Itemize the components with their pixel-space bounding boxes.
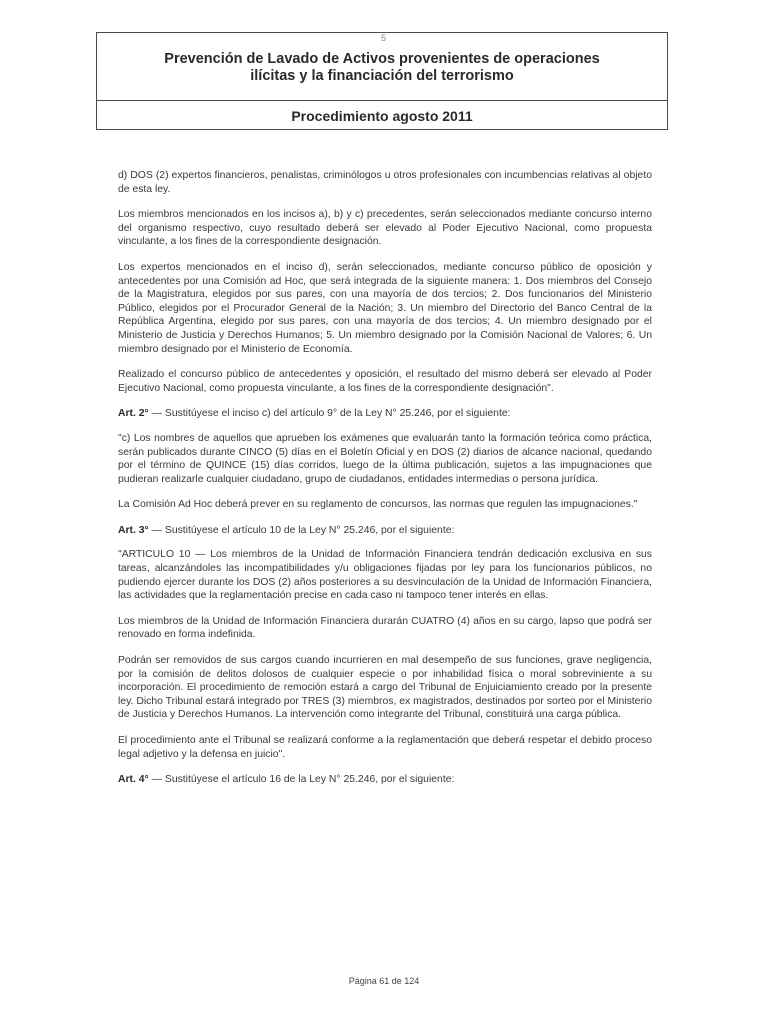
paragraph: d) DOS (2) expertos financieros, penalistas, criminólogos u otros profesionales con incumbencias relativas al objeto de esta ley.	[118, 170, 652, 195]
paragraph: El procedimiento ante el Tribunal se realizará conforme a la reglamentación que deberá respetar el debido proceso legal adjetivo y la defensa en juicio".	[118, 735, 652, 760]
paragraph: Podrán ser removidos de sus cargos cuando incurrieren en mal desempeño de sus funciones, grave negligencia, por la comisión de delitos dolosos de cualquier especie o por inhabilidad física o moral sobreviniente a su incorporación. El procedimiento de remoción estará a cargo del Tribunal de Enjuiciamiento creado por la presente ley. Dicho Tribunal estará integrado por TRES (3) miembros, ex magistrados, destinados por sorteo por el Ministerio de Justicia y Derechos Humanos. La intervención como integrante del Tribunal, constituirá una carga pública.	[118, 655, 652, 721]
document-header	[96, 32, 668, 130]
paragraph: Realizado el concurso público de antecedentes y oposición, el resultado del mismo deberá ser elevado al Poder Ejecutivo Nacional, como propuesta vinculante, a los fines de la correspondiente designación".	[118, 369, 652, 394]
document-title	[97, 51, 667, 85]
paragraph: "c) Los nombres de aquellos que aprueben los exámenes que evaluarán tanto la formación teórica como práctica, serán publicados durante CINCO (5) días en el Boletín Oficial y en DOS (2) diarios de alcance nacional, quedando por el término de QUINCE (15) días corridos, luego de la última publicación, sujetos a las impugnaciones que pudieran realizarle cualquier ciudadano, grupo de ciudadanos, entidades intermedias o persona jurídica.	[118, 432, 652, 485]
header-divider	[97, 100, 667, 101]
paragraph: Los expertos mencionados en el inciso d), serán seleccionados, mediante concurso público de oposición y antecedentes por una Comisión ad Hoc, que será integrada de la siguiente manera: 1. Dos miembros del Consejo de la Magistratura, elegidos por sus pares, con una mayoría de dos tercios; 2. Dos funcionarios del Ministerio Público, elegidos por el Procurador General de la Nación; 3. Un miembro del Directorio del Banco Central de la República Argentina, elegido por sus pares, con una mayoría de dos tercios; 4. Un miembro designado por el Ministerio de Justicia y Derechos Humanos; 5. Un miembro designado por la Comisión Nacional de Valores; 6. Un miembro designado por el Ministerio de Economía.	[118, 261, 652, 355]
paragraph: Los miembros mencionados en los incisos a), b) y c) precedentes, serán seleccionados mediante concurso interno del organismo respectivo, cuyo resultado deberá ser elevado al Poder Ejecutivo Nacional, como propuesta vinculante, a los fines de la correspondiente designación.	[118, 209, 652, 248]
paragraph: "ARTICULO 10 — Los miembros de la Unidad de Información Financiera tendrán dedicación exclusiva en sus tareas, alcanzándoles las incompatibilidades y/u obligaciones fijadas por ley para los funcionarios públicos, no pudiendo ejercer durante los DOS (2) años posteriores a su desvinculación de la Unidad de Información Financiera, las actividades que la reglamentación precise en cada caso ni tampoco tener interés en ellas.	[118, 549, 652, 602]
page-number: Página 61 de 124	[348, 976, 420, 986]
article-heading	[118, 524, 652, 538]
paragraph: Los miembros de la Unidad de Información Financiera durarán CUATRO (4) años en su cargo, lapso que podrá ser renovado en forma indefinida.	[118, 615, 652, 641]
page-mark: 5	[381, 33, 387, 43]
article-text: — Sustitúyese el artículo 10 de la Ley N° 25.246, por el siguiente:	[148, 524, 455, 536]
paragraph: La Comisión Ad Hoc deberá prever en su reglamento de concursos, las normas que regulen las impugnaciones."	[118, 499, 638, 511]
article-text: — Sustitúyese el inciso c) del artículo 9° de la Ley N° 25.246, por el siguiente:	[148, 408, 511, 420]
title-line-1: Prevención de Lavado de Activos provenientes de operaciones	[164, 51, 600, 67]
document-body	[118, 169, 652, 798]
article-heading	[118, 407, 652, 421]
article-label: Art. 4°	[118, 774, 149, 786]
document-subtitle: Procedimiento agosto 2011	[291, 108, 473, 124]
article-heading	[118, 773, 652, 787]
title-line-2: ilícitas y la financiación del terrorismo	[250, 68, 514, 84]
article-label: Art. 3°	[118, 524, 149, 536]
article-label: Art. 2°	[118, 408, 149, 420]
article-text: — Sustitúyese el artículo 16 de la Ley N° 25.246, por el siguiente:	[148, 774, 455, 786]
